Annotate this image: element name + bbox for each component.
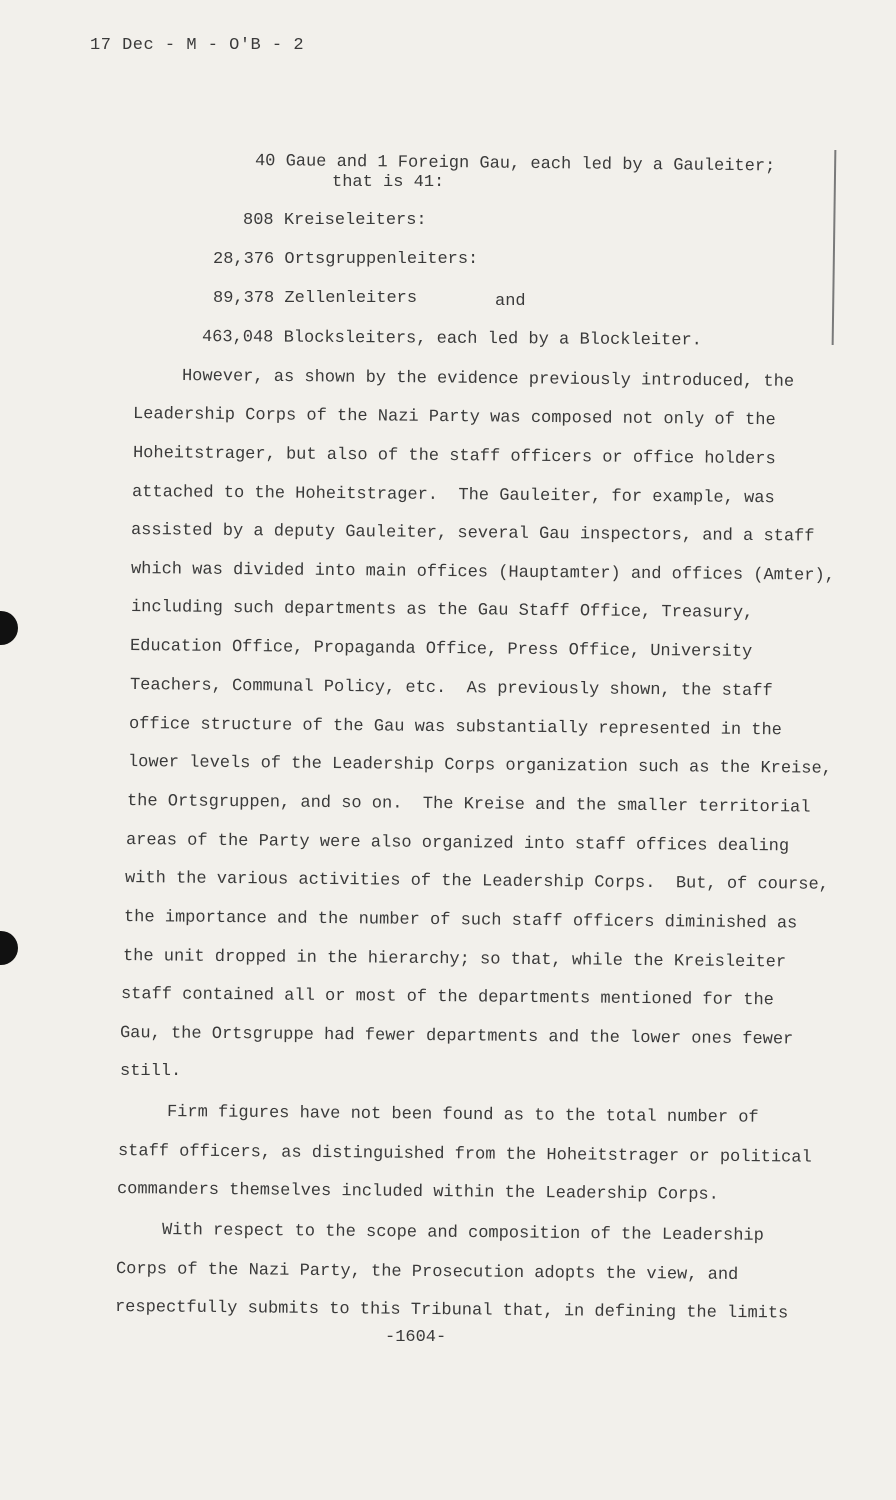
paragraph-1-line: attached to the Hoheitstrager. The Gauleiter, for example, was bbox=[131, 483, 775, 509]
paragraph-1-line: which was divided into main offices (Hauptamter) and offices (Amter), bbox=[130, 560, 835, 586]
paragraph-1-line: Gau, the Ortsgruppe had fewer departments and the lower ones fewer bbox=[119, 1024, 794, 1050]
paragraph-3-line: Corps of the Nazi Party, the Prosecution adopts the view, and bbox=[115, 1260, 739, 1285]
stat-line-gaue-continuation bbox=[332, 173, 444, 192]
paragraph-1-line: including such departments as the Gau Staff Office, Treasury, bbox=[130, 598, 754, 623]
stat-text: Kreiseleiters: bbox=[283, 211, 427, 230]
stat-number: 28,376 bbox=[213, 250, 275, 269]
stat-number: 89,378 bbox=[213, 289, 275, 308]
paragraph-1-line: Hoheitstrager, but also of the staff officers or office holders bbox=[132, 444, 776, 470]
paragraph-1-line: staff contained all or most of the departments mentioned for the bbox=[120, 985, 774, 1011]
stat-number: 808 bbox=[243, 211, 274, 230]
stat-line-zellen bbox=[213, 289, 417, 308]
page-number: -1604- bbox=[385, 1328, 447, 1347]
paragraph-3-line: respectfully submits to this Tribunal that, in defining the limits bbox=[114, 1298, 789, 1324]
paragraph-1-line: the Ortsgruppen, and so on. The Kreise and the smaller territorial bbox=[126, 792, 811, 818]
page-header-reference: 17 Dec - M - O'B - 2 bbox=[90, 36, 305, 55]
paragraph-1-line: assisted by a deputy Gauleiter, several Gau inspectors, and a staff bbox=[130, 521, 815, 547]
paragraph-2-line: commanders themselves included within the Leadership Corps. bbox=[116, 1180, 719, 1205]
stat-number: 463,048 bbox=[201, 328, 274, 348]
stat-line-block bbox=[202, 328, 702, 350]
punch-hole-bottom bbox=[0, 931, 18, 965]
stat-line-zellen-suffix bbox=[495, 292, 526, 311]
paragraph-3-line: With respect to the scope and composition of the Leadership bbox=[161, 1221, 764, 1246]
paragraph-1-line: However, as shown by the evidence previously introduced, the bbox=[181, 367, 795, 392]
stat-line-kreis bbox=[243, 211, 427, 230]
stat-continuation: that is 41: bbox=[332, 173, 445, 192]
paragraph-1-line: Education Office, Propaganda Office, Press Office, University bbox=[129, 637, 753, 662]
punch-hole-top bbox=[0, 611, 18, 645]
stat-text: Blocksleiters, each led by a Blockleiter. bbox=[283, 328, 702, 351]
margin-mark-line bbox=[832, 150, 837, 345]
stat-suffix: and bbox=[495, 292, 526, 311]
paragraph-1-line: the importance and the number of such staff officers diminished as bbox=[123, 908, 798, 934]
stat-line-ortsgruppen bbox=[213, 250, 478, 269]
paragraph-1-line: the unit dropped in the hierarchy; so that, while the Kreisleiter bbox=[122, 947, 787, 973]
paragraph-1-line: areas of the Party were also organized into staff offices dealing bbox=[125, 831, 790, 857]
stat-text: Gaue and 1 Foreign Gau, each led by a Gauleiter; bbox=[285, 152, 776, 177]
paragraph-1-line: with the various activities of the Leadership Corps. But, of course, bbox=[124, 869, 829, 895]
stat-text: Ortsgruppenleiters: bbox=[284, 250, 479, 269]
paragraph-1-line: still. bbox=[120, 1062, 182, 1081]
paragraph-1-line: Teachers, Communal Policy, etc. As previously shown, the staff bbox=[129, 676, 773, 702]
paragraph-2-line: Firm figures have not been found as to the total number of bbox=[166, 1103, 759, 1128]
stat-number: 40 bbox=[254, 152, 276, 172]
paragraph-1-line: office structure of the Gau was substantially represented in the bbox=[128, 715, 782, 741]
paragraph-1-line: Leadership Corps of the Nazi Party was composed not only of the bbox=[132, 405, 776, 431]
paragraph-1-line: lower levels of the Leadership Corps organization such as the Kreise, bbox=[127, 753, 832, 779]
paragraph-2-line: staff officers, as distinguished from the Hoheitstrager or political bbox=[117, 1142, 812, 1168]
stat-text: Zellenleiters bbox=[284, 289, 418, 308]
